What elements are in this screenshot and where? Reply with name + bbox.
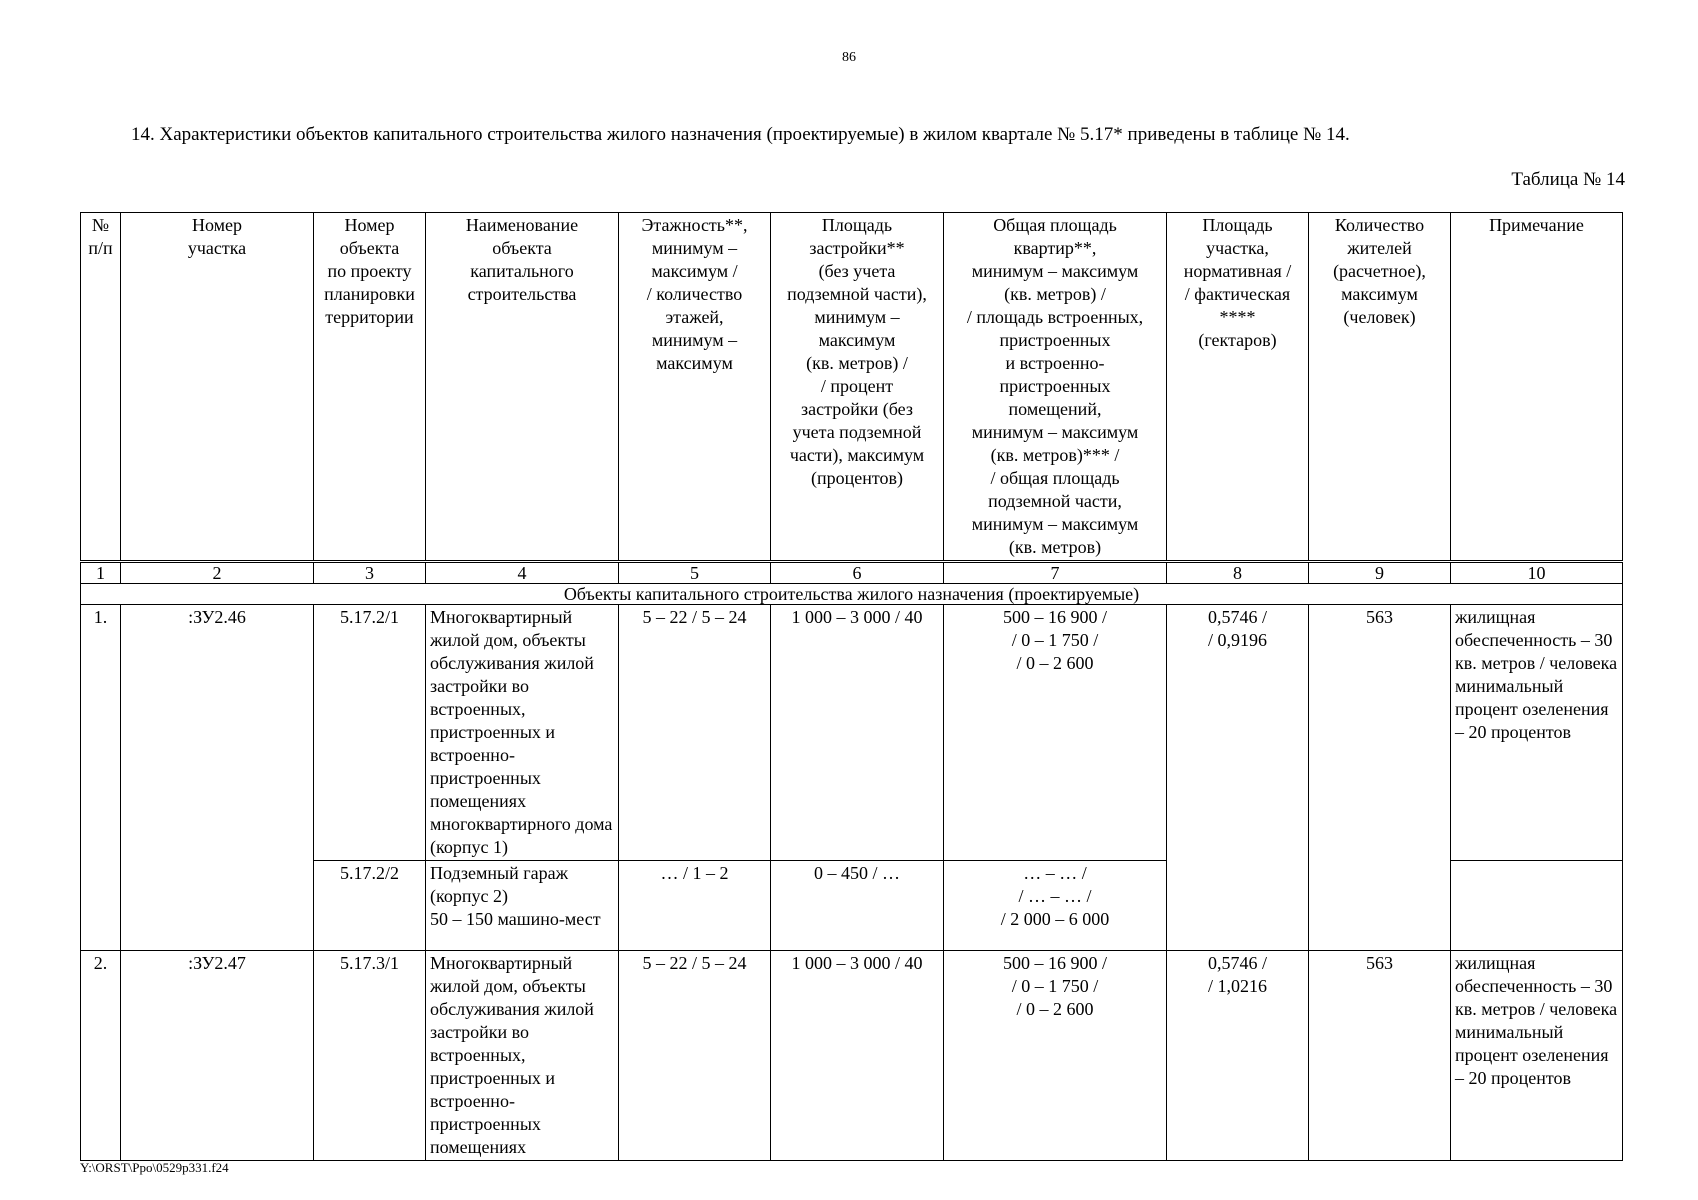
table-row <box>81 951 1623 1161</box>
floors: … / 1 – 2 <box>619 861 771 951</box>
floors: 5 – 22 / 5 – 24 <box>619 951 771 1161</box>
column-number: 8 <box>1167 562 1309 584</box>
column-number: 7 <box>944 562 1167 584</box>
build-area: 0 – 450 / … <box>771 861 944 951</box>
header-cell: Этажность**, минимум – максимум / / количество этажей, минимум – максимум <box>619 213 771 562</box>
column-number: 5 <box>619 562 771 584</box>
section-title: Объекты капитального строительства жилого назначения (проектируемые) <box>81 584 1623 605</box>
page-number: 86 <box>842 50 856 65</box>
object-number: 5.17.2/1 <box>314 605 426 861</box>
note <box>1451 861 1623 951</box>
header-row <box>81 213 1623 562</box>
intro-paragraph: 14. Характеристики объектов капитального строительства жилого назначения (проектируемые) в жилом квартале № 5.17* приведены в таблице № 14. <box>131 124 1350 145</box>
column-number: 9 <box>1309 562 1451 584</box>
plot-area: 0,5746 / / 0,9196 <box>1167 605 1309 951</box>
note: жилищная обеспеченность – 30 кв. метров / человека минимальный процент озеленения – 20 процентов <box>1451 605 1623 861</box>
column-number-row <box>81 562 1623 584</box>
object-name: Многоквартирный жилой дом, объекты обслуживания жилой застройки во встроенных, пристроенных и встроенно-пристроенных помещениях <box>426 951 619 1161</box>
column-number: 4 <box>426 562 619 584</box>
header-cell: Общая площадь квартир**, минимум – максимум (кв. метров) / / площадь встроенных, пристроенных и встроенно- пристроенных помещений, минимум – максимум (кв. метров)*** / / общая площадь подземной части, минимум – максимум (кв. метров) <box>944 213 1167 562</box>
object-name: Подземный гараж (корпус 2) 50 – 150 машино-мест <box>426 861 619 951</box>
header-cell: Количество жителей (расчетное), максимум (человек) <box>1309 213 1451 562</box>
object-name: Многоквартирный жилой дом, объекты обслуживания жилой застройки во встроенных, пристроенных и встроенно-пристроенных помещениях многоквартирного дома (корпус 1) <box>426 605 619 861</box>
note: жилищная обеспеченность – 30 кв. метров / человека минимальный процент озеленения – 20 процентов <box>1451 951 1623 1161</box>
build-area: 1 000 – 3 000 / 40 <box>771 951 944 1161</box>
plot-area: 0,5746 / / 1,0216 <box>1167 951 1309 1161</box>
file-path-footer: Y:\ORST\Ppo\0529p331.f24 <box>80 1160 229 1175</box>
header-cell: Площадь застройки** (без учета подземной части), минимум – максимум (кв. метров) / / процент застройки (без учета подземной части), максимум (процентов) <box>771 213 944 562</box>
object-number: 5.17.3/1 <box>314 951 426 1161</box>
header-cell: Номер участка <box>121 213 314 562</box>
total-area: 500 – 16 900 / / 0 – 1 750 / / 0 – 2 600 <box>944 605 1167 861</box>
table-row <box>81 605 1623 861</box>
column-number: 6 <box>771 562 944 584</box>
column-number: 3 <box>314 562 426 584</box>
total-area: … – … / / … – … / / 2 000 – 6 000 <box>944 861 1167 951</box>
header-cell: Номер объекта по проекту планировки территории <box>314 213 426 562</box>
plot-number: :ЗУ2.47 <box>121 951 314 1161</box>
column-number: 2 <box>121 562 314 584</box>
header-cell: Наименование объекта капитального строительства <box>426 213 619 562</box>
residents: 563 <box>1309 605 1451 951</box>
section-row <box>81 584 1623 605</box>
build-area: 1 000 – 3 000 / 40 <box>771 605 944 861</box>
table-label: Таблица № 14 <box>1511 169 1625 190</box>
plot-number: :ЗУ2.46 <box>121 605 314 951</box>
row-number: 2. <box>81 951 121 1161</box>
residents: 563 <box>1309 951 1451 1161</box>
header-cell: № п/п <box>81 213 121 562</box>
column-number: 1 <box>81 562 121 584</box>
total-area: 500 – 16 900 / / 0 – 1 750 / / 0 – 2 600 <box>944 951 1167 1161</box>
object-number: 5.17.2/2 <box>314 861 426 951</box>
header-cell: Примечание <box>1451 213 1623 562</box>
column-number: 10 <box>1451 562 1623 584</box>
characteristics-table <box>80 212 1623 1161</box>
row-number: 1. <box>81 605 121 951</box>
floors: 5 – 22 / 5 – 24 <box>619 605 771 861</box>
header-cell: Площадь участка, нормативная / / фактическая **** (гектаров) <box>1167 213 1309 562</box>
